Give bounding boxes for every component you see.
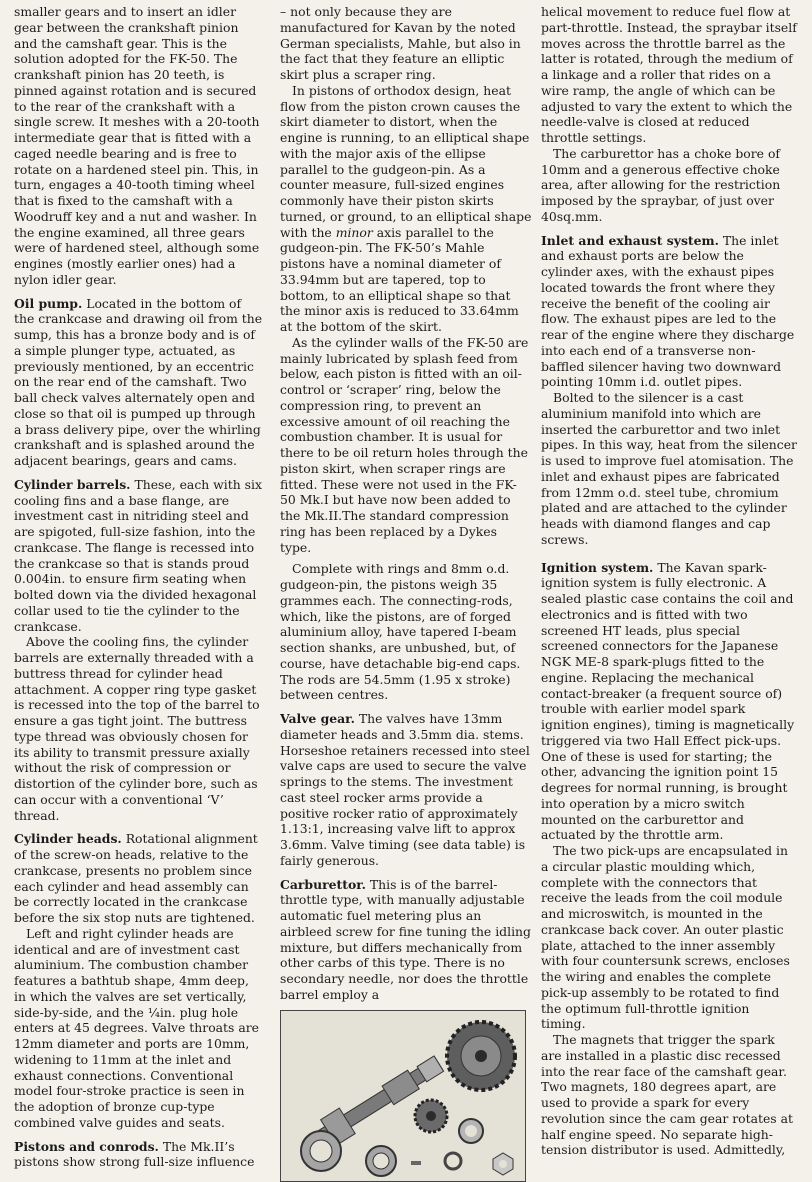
heading-pistons-conrods: Pistons and conrods. <box>14 1138 159 1154</box>
column-middle <box>280 4 532 1182</box>
paragraph-inlet-exhaust: Inlet and exhaust system. The inlet and exhaust ports are below the cylinder axes, with the exhaust pipes located towards the front where they receive the benefit of the cooling air flow. The exhaust pipes are led to the rear of the engine where they discharge into each end of a transverse non-baffled silencer having two downward pointing 10mm i.d. outlet pipes. <box>541 232 795 390</box>
paragraph-choke: The carburettor has a choke bore of 10mm and a generous effective choke area, after allowing for the restriction imposed by the spraybar, of just over 40sq.mm. <box>541 145 781 224</box>
paragraph-mahle: – not only because they are manufactured for Kavan by the noted German specialists, Mahle, but also in the fact that they feature an elliptic skirt plus a scraper ring. <box>280 4 521 82</box>
paragraph-combustion-chamber: Left and right cylinder heads are identical and are of investment cast aluminium. The combustion chamber features a bathtub shape, 4mm deep, in which the valves are set vertically, side-by-side, and the ¼in. plug hole enters at 45 degrees. Valve throats are 12mm diameter and ports are 10mm, widening to 11mm at the inlet and exhaust connections. Conventional model four-stroke practice is seen in the adoption of bronze cup-type combined valve guides and seats. <box>14 925 259 1130</box>
crankshaft-and-gears-image <box>281 1011 525 1181</box>
paragraph-pickups: The two pick-ups are encapsulated in a circular plastic moulding which, complete with the connectors that receive the leads from the coil module and microswitch, is mounted in the crankcase back cover. An outer plastic plate, attached to the inner assembly with four countersunk screws, encloses the wiring and enables the complete pick-up assembly to be rotated to find the optimum full-throttle ignition timing. <box>541 843 790 1032</box>
paragraph-cylinder-barrels: Cylinder barrels. These, each with six cooling fins and a base flange, are investment cast in nitriding steel and are spigoted, full-size fashion, into the crankcase. The flange is recessed into the crankcase so that is stands proud 0.004in. to ensure firm seating when bolted down via the divided hexagonal collar used to tie the cylinder to the crankcase. <box>14 476 262 634</box>
heading-oil-pump: Oil pump. <box>14 295 83 311</box>
paragraph-oil-pump: Oil pump. Located in the bottom of the crankcase and drawing oil from the sump, this has a bronze body and is of a simple plunger type, actuated, as previously mentioned, by an eccentric on the rear end of the camshaft. Two ball check valves alternately open and close so that oil is pumped up through a brass delivery pipe, over the whirling crankshaft and is splashed around the adjacent bearings, gears and cams. <box>14 295 263 468</box>
paragraph-manifold: Bolted to the silencer is a cast aluminium manifold into which are inserted the carburettor and two inlet pipes. In this way, heat from the silencer is used to improve fuel atomisation. The inlet and exhaust pipes are fabricated from 12mm o.d. steel tube, chromium plated and are attached to the cylinder heads with diamond flanges and cap screws. <box>541 390 797 547</box>
column-left <box>14 4 264 1170</box>
column-right <box>541 4 797 1158</box>
gears-photo <box>280 1010 526 1182</box>
paragraph-magnets: The magnets that trigger the spark are installed in a plastic disc recessed into the rear face of the camshaft gear. Two magnets, 180 degrees apart, are used to provide a spark for every revolution since the cam gear rotates at half engine speed. No separate high-tension distributor is used. Admittedly, <box>541 1032 793 1158</box>
paragraph-carburettor: Carburettor. This is of the barrel-throttle type, with manually adjustable automatic fuel metering plus an airbleed screw for fine tuning the idling mixture, but differs mechanically from other carbs of this type. There is no secondary needle, nor does the throttle barrel employ a <box>280 876 531 1002</box>
paragraph-valve-gear: Valve gear. The valves have 13mm diameter heads and 3.5mm dia. stems. Horseshoe retainers recessed into steel valve caps are used to secure the valve springs to the stems. The investment cast steel rocker arms provide a positive rocker ratio of approximately 1.13:1, increasing valve lift to approx 3.6mm. Valve timing (see data table) is fairly generous. <box>280 711 530 868</box>
paragraph-conrods: Complete with rings and 8mm o.d. gudgeon-pin, the pistons weigh 35 grammes each. The connecting-rods, which, like the pistons, are of forged aluminium alloy, have tapered I-beam section shanks, are unbushed, but, of course, have detachable big-end caps. The rods are 54.5mm (1.95 x stroke) between centres. <box>280 561 521 703</box>
paragraph-pistons: Pistons and conrods. The Mk.II’s pistons show strong full-size influence <box>14 1138 255 1170</box>
paragraph-gears: smaller gears and to insert an idler gear between the crankshaft pinion and the camshaft gear. This is the solution adopted for the FK-50. The crankshaft pinion has 20 teeth, is pinned against rotation and is secured to the rear of the crankshaft with a single screw. It meshes with a 20-tooth intermediate gear that is fitted with a caged needle bearing and is free to rotate on a hardened steel pin. This, in turn, engages a 40-tooth timing wheel that is fixed to the camshaft with a Woodruff key and a nut and washer. In the engine examined, all three gears were of hardened steel, although some engines (mostly earlier ones) had a nylon idler gear. <box>14 4 260 287</box>
paragraph-cylinder-heads: Cylinder heads. Rotational alignment of the screw-on heads, relative to the crankcase, presents no problem since each cylinder and head assembly can be correctly located in the crankcase before the six stop nuts are tightened. <box>14 831 258 925</box>
heading-ignition-system: Ignition system. <box>541 559 654 575</box>
heading-inlet-exhaust: Inlet and exhaust system. <box>541 232 719 248</box>
paragraph-scraper-ring: As the cylinder walls of the FK-50 are mainly lubricated by splash feed from below, each piston is fitted with an oil-control or ‘scraper’ ring, below the compression ring, to prevent an excessive amount of oil reaching the combustion chamber. It is usual for there to be oil return holes through the piston skirt, when scraper rings are fitted. These were not used in the FK-50 Mk.I but have now been added to the Mk.II.The standard compression ring has been replaced by a Dykes type. <box>280 334 529 555</box>
heading-cylinder-heads: Cylinder heads. <box>14 831 122 847</box>
heading-carburettor: Carburettor. <box>280 876 366 892</box>
heading-valve-gear: Valve gear. <box>280 711 355 726</box>
paragraph-ignition: Ignition system. The Kavan spark-ignition system is fully electronic. A sealed plastic case contains the coil and electronics and is fitted with two screened HT leads, plus special screened connectors for the Japanese NGK ME-8 spark-plugs fitted to the engine. Replacing the mechanical contact-breaker (a frequent source of) trouble with earlier model spark ignition engines), timing is magnetically triggered via two Hall Effect pick-ups. One of these is used for starting; the other, advancing the ignition point 15 degrees for normal running, is brought into operation by a micro switch mounted on the carburettor and actuated by the throttle arm. <box>541 559 795 843</box>
heading-cylinder-barrels: Cylinder barrels. <box>14 476 131 492</box>
paragraph-elliptic-skirt: In pistons of orthodox design, heat flow from the piston crown causes the skirt diameter to distort, when the engine is running, to an elliptical shape with the major axis of the ellipse parallel to the gudgeon-pin. As a counter measure, full-sized engines commonly have their piston skirts turned, or ground, to an elliptical shape with the minor axis parallel to the gudgeon-pin. The FK-50’s Mahle pistons have a nominal diameter of 33.94mm but are tapered, top to bottom, to an elliptical shape so that the minor axis is reduced to 33.64mm at the bottom of the skirt. <box>280 82 532 334</box>
paragraph-spraybar: helical movement to reduce fuel flow at part-throttle. Instead, the spraybar itself moves across the throttle barrel as the latter is rotated, through the medium of a linkage and a roller that rides on a wire ramp, the angle of which can be adjusted to vary the extent to which the needle-valve is closed at reduced throttle settings. <box>541 4 797 145</box>
paragraph-cylinder-thread: Above the cooling fins, the cylinder barrels are externally threaded with a buttress thread for cylinder head attachment. A copper ring type gasket is recessed into the top of the barrel to ensure a gas tight joint. The buttress type thread was obviously chosen for its ability to transmit pressure axially without the risk of compression or distortion of the cylinder bore, such as can occur with a conventional ‘V’ thread. <box>14 634 260 823</box>
